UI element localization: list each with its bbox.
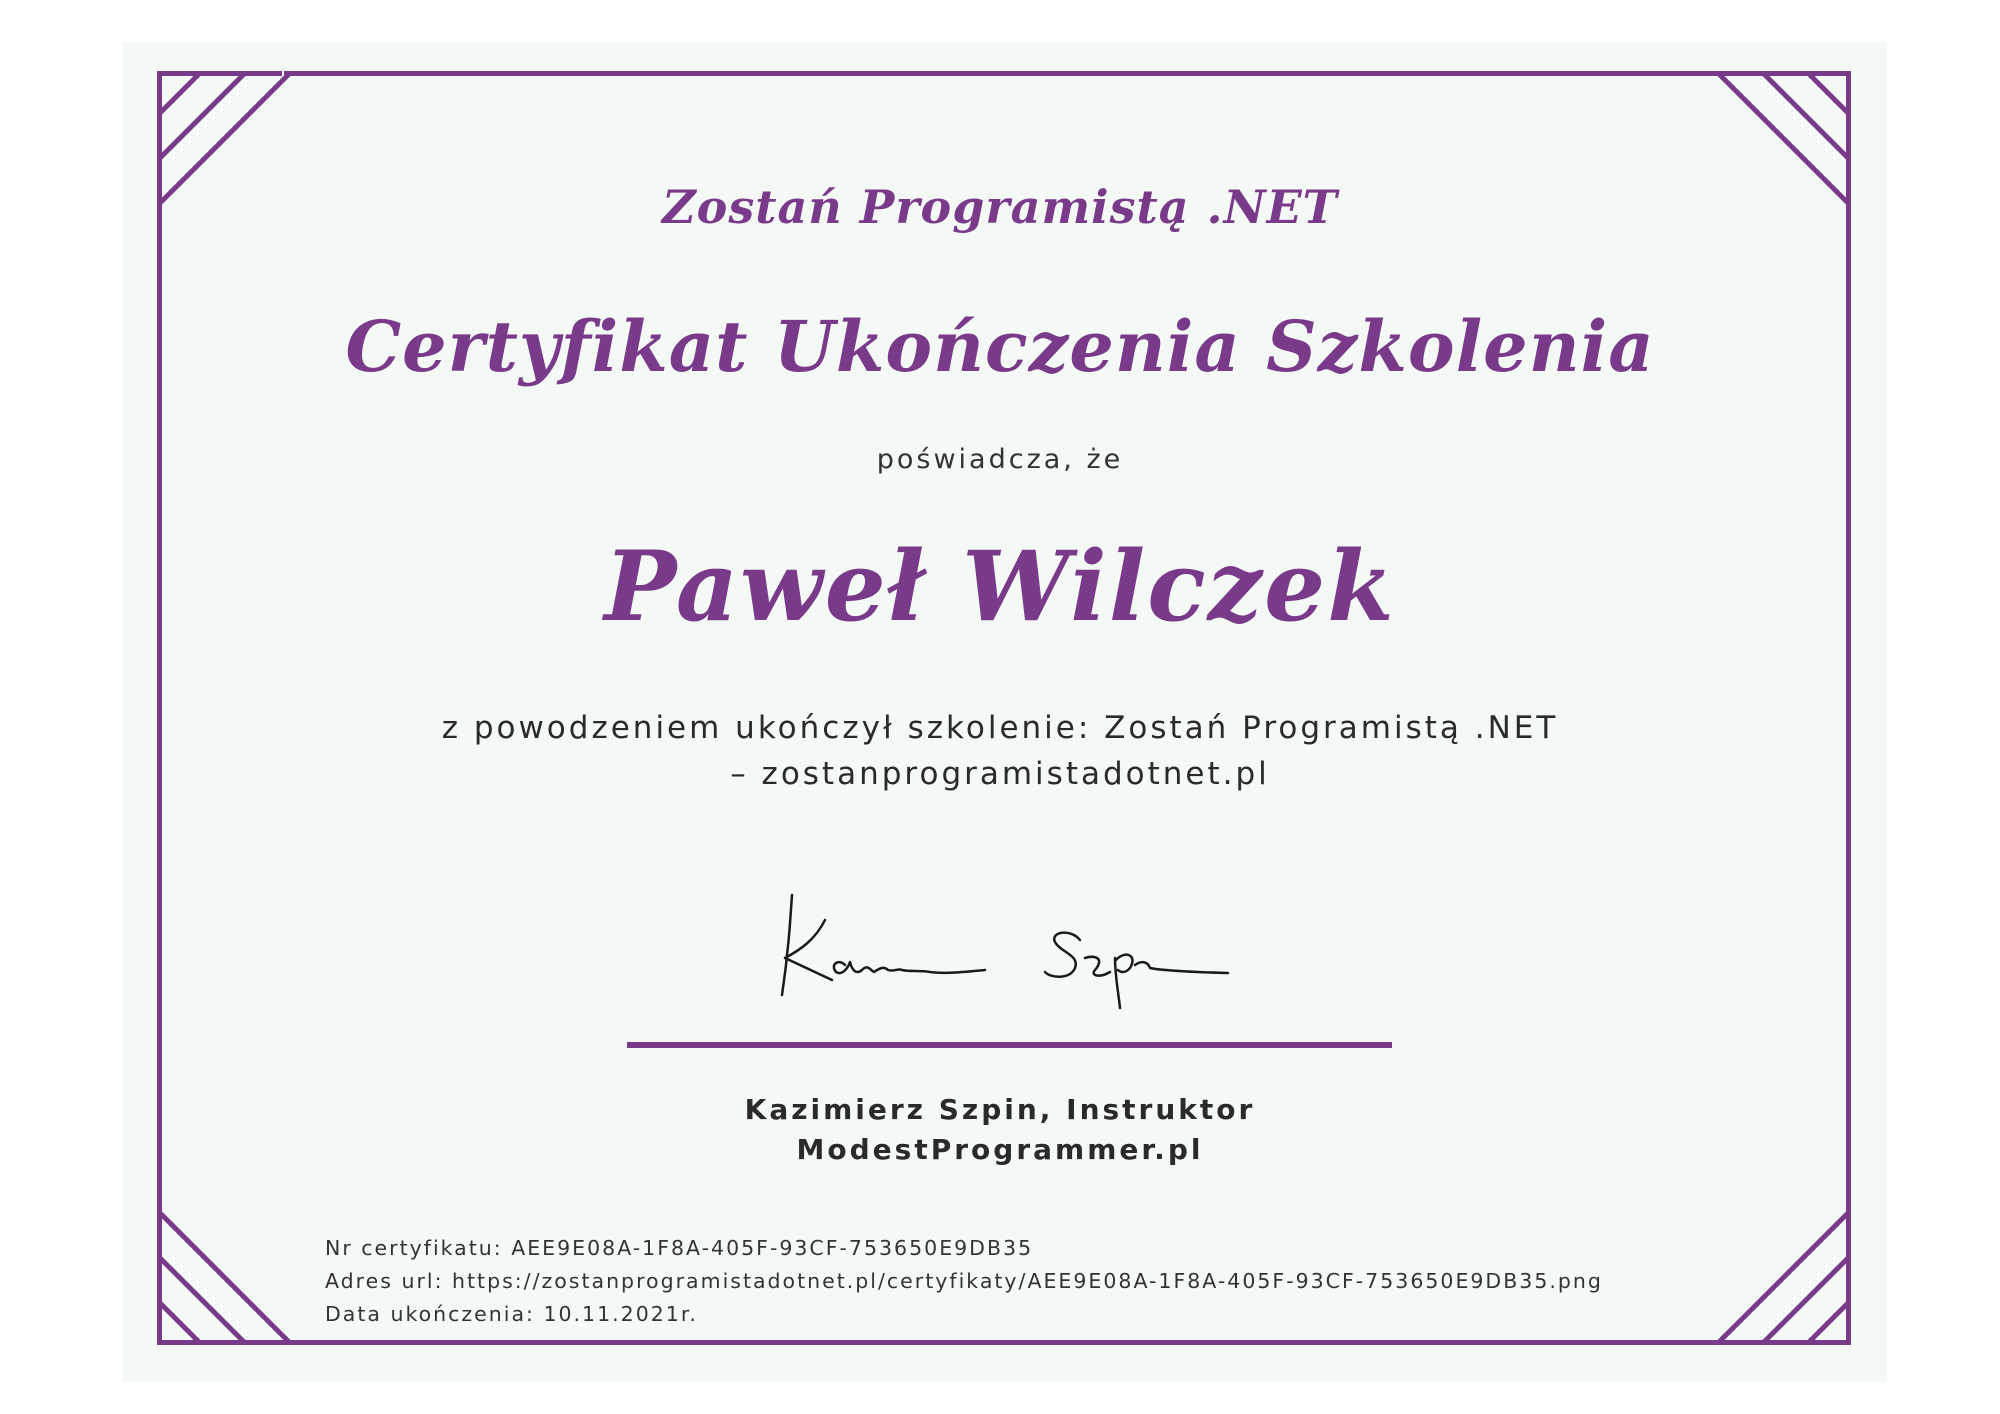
instructor-block	[0, 1090, 2000, 1170]
completion-line-1: z powodzeniem ukończył szkolenie: Zostań Programistą .NET	[441, 710, 1559, 746]
course-brand: Zostań Programistą .NET	[662, 180, 1338, 234]
corner-ornament-bottom-right	[1711, 1205, 1851, 1345]
instructor-website: ModestProgrammer.pl	[796, 1133, 1204, 1166]
certificate-number: Nr certyfikatu: AEE9E08A-1F8A-405F-93CF-753650E9DB35	[325, 1236, 1034, 1260]
corner-ornament-bottom-left	[157, 1205, 297, 1345]
certificate-url: Adres url: https://zostanprogramistadotnet.pl/certyfikaty/AEE9E08A-1F8A-405F-93CF-753650E9DB35.png	[325, 1269, 1603, 1293]
certificate-title: Certyfikat Ukończenia Szkolenia	[345, 305, 1655, 388]
completion-line-2: – zostanprogramistadotnet.pl	[730, 756, 1270, 792]
certifies-text: poświadcza, że	[876, 444, 1124, 475]
handwritten-signature	[770, 880, 1290, 1020]
completion-statement	[0, 705, 2000, 797]
completion-date: Data ukończenia: 10.11.2021r.	[325, 1302, 698, 1326]
recipient-name: Paweł Wilczek	[604, 530, 1396, 643]
certificate-metadata	[325, 1232, 1603, 1331]
instructor-name: Kazimierz Szpin, Instruktor	[744, 1093, 1256, 1126]
signature-line	[627, 1042, 1392, 1048]
